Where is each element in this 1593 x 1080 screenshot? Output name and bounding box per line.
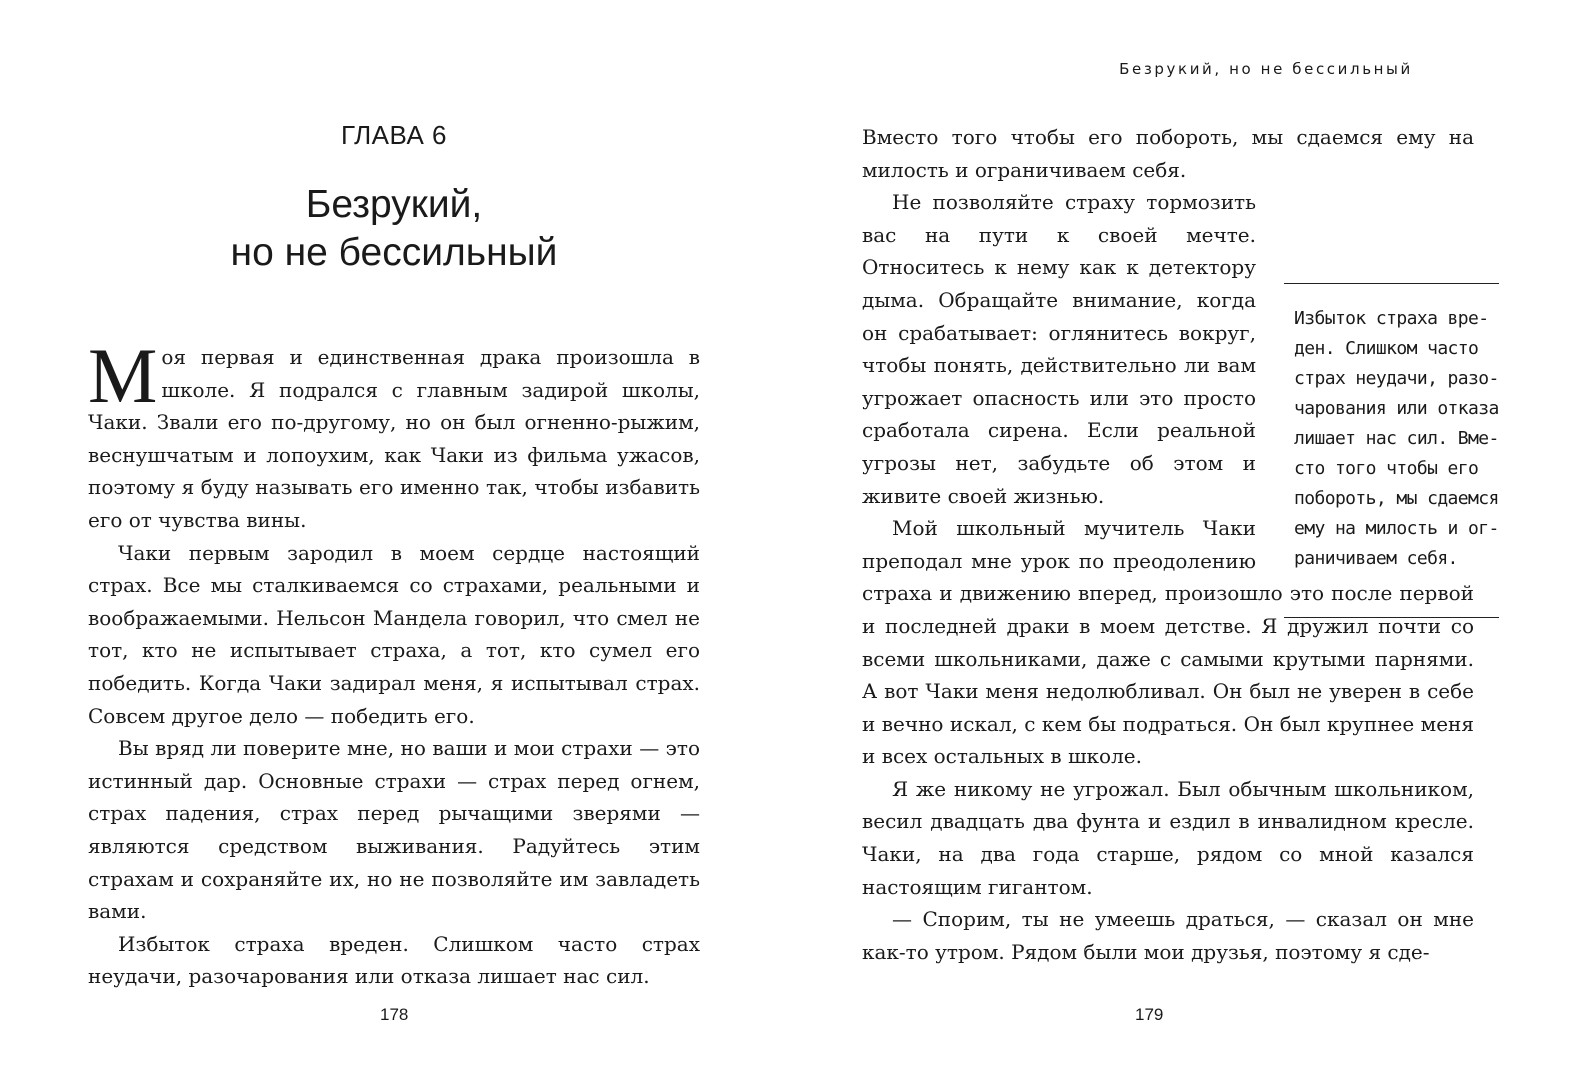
- body-paragraph: Не позволяйте страху тормозить вас на пути к своей мечте. Относитесь к нему как к детектору дыма. Обращайте внимание, когда он срабатывает: оглянитесь вокруг, чтобы понять, действительно ли вам угрожает опасность или это просто сработала сирена. Если реальной угрозы нет, забудьте об этом и живите своей жизнью.: [862, 190, 1256, 508]
- body-paragraph: Вы вряд ли поверите мне, но ваши и мои страхи — это истинный дар. Основные страхи — страх перед огнем, страх падения, страх перед рычащими зверями — являются средством выживания. Радуйтесь этим страхам и сохраняйте их, но не позволяйте им завладеть вами.: [88, 736, 700, 924]
- pull-quote-line: чарования или отказа: [1294, 398, 1499, 419]
- body-paragraph: — Спорим, ты не умеешь драться, — сказал он мне как-то утром. Рядом были мои друзья, поэтому я сде-: [862, 907, 1474, 964]
- drop-cap: М: [88, 332, 158, 419]
- continued-paragraph: Вместо того чтобы его побороть, мы сдаемся ему на милость и ограничиваем себя.: [862, 125, 1474, 182]
- chapter-title-line-1: Безрукий,: [305, 183, 483, 226]
- pull-quote-line: ден. Слишком часто: [1294, 338, 1479, 359]
- running-head: Безрукий, но не бессильный: [1119, 60, 1413, 78]
- body-paragraph: Избыток страха вреден. Слишком часто страх неудачи, разочарования или отказа лишает нас сил.: [88, 931, 700, 989]
- pull-quote-line: побороть, мы сдаемся: [1294, 488, 1499, 509]
- pull-quote-line: Избыток страха вре-: [1294, 308, 1489, 329]
- chapter-title-line-2: но не бессильный: [230, 231, 558, 274]
- pull-quote-line: раничиваем себя.: [1294, 548, 1458, 569]
- pull-quote: [1284, 283, 1499, 618]
- page-number-left: 178: [380, 1005, 409, 1024]
- pull-quote-line: сто того чтобы его: [1294, 458, 1479, 479]
- chapter-label: ГЛАВА 6: [340, 120, 448, 150]
- left-page: [0, 0, 796, 1080]
- left-body-text: [88, 332, 700, 993]
- opening-paragraph-text: оя первая и единственная драка произошла в школе. Я подрался с главным задирой школы, Чаки. Звали его по-другому, но он был огненно-рыжим, веснушчатым и лопоухим, как Чаки из фильма ужасов, поэтому я буду называть его именно так, чтобы избавить его от чувства вины.: [88, 345, 700, 532]
- page-number-right: 179: [1135, 1005, 1164, 1024]
- pull-quote-line: ему на милость и ог-: [1294, 518, 1499, 539]
- opening-paragraph: [88, 332, 700, 537]
- pull-quote-line: страх неудачи, разо-: [1294, 368, 1499, 389]
- body-paragraph: Чаки первым зародил в моем сердце настоящий страх. Все мы сталкиваемся со страхами, реальными и воображаемыми. Нельсон Мандела говорил, что смел не тот, кто не испытывает страха, а тот, кто сумел его победить. Когда Чаки задирал меня, я испытывал страх. Совсем другое дело — победить его.: [88, 540, 700, 728]
- chapter-title: [88, 181, 700, 277]
- right-page: [796, 0, 1593, 1080]
- pull-quote-line: лишает нас сил. Вме-: [1294, 428, 1499, 449]
- body-paragraph: Я же никому не угрожал. Был обычным школьником, весил двадцать два фунта и ездил в инвалидном кресле. Чаки, на два года старше, рядом со мной казался настоящим гигантом.: [862, 776, 1474, 899]
- body-paragraph: Мой школьный мучитель Чаки преподал мне урок по преодолению страха и движению вперед, произошло это после первой и последней драки в моем детстве. Я дружил почти со всеми школьниками, даже с самыми крутыми парнями. А вот Чаки меня недолюбливал. Он был не уверен в себе и вечно искал, с кем бы подраться. Он был крупнее меня и всех остальных в школе.: [862, 516, 1474, 769]
